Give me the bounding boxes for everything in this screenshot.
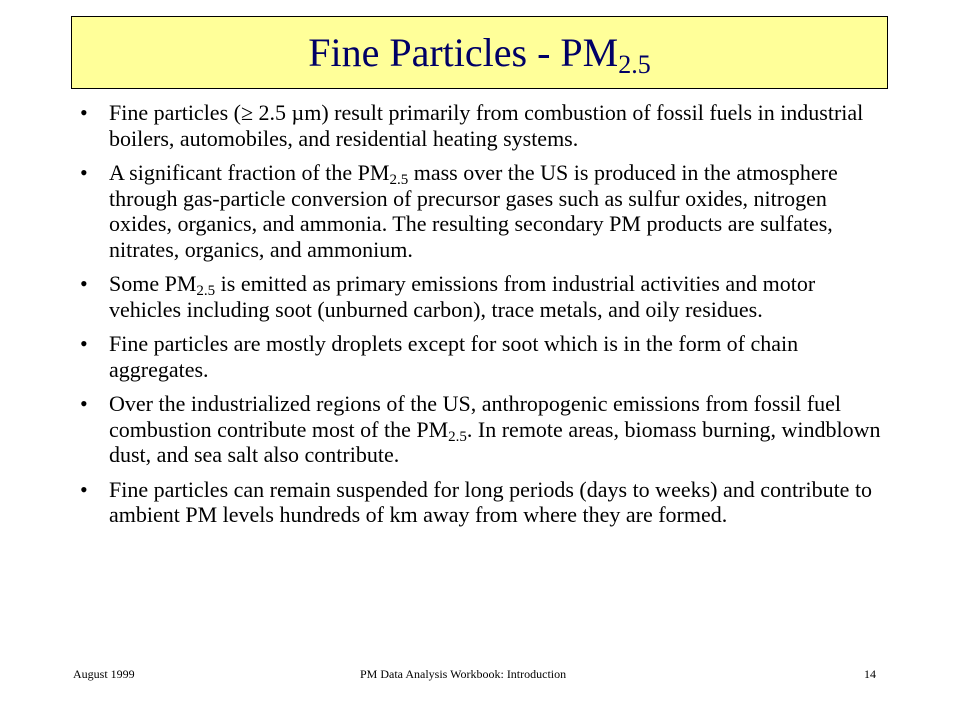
footer-page-number: 14 — [864, 667, 876, 681]
bullet-text: Over the industrialized regions of the US, anthropogenic emissions from fossil fuel combustion contribute most of the PM — [109, 391, 841, 442]
bullet-text: Fine particles are mostly droplets except for soot which is in the form of chain aggregates. — [109, 331, 799, 382]
slide-title-subscript: 2.5 — [618, 49, 651, 79]
bullet-subscript: 2.5 — [389, 172, 409, 188]
bullet-subscript: 2.5 — [196, 283, 216, 299]
bullet-item-droplets — [78, 331, 888, 382]
bullet-item-suspension — [78, 477, 888, 528]
bullet-item-primary-emissions — [78, 271, 888, 322]
bullet-text: Fine particles (≥ 2.5 µm) result primarily from combustion of fossil fuels in industrial boilers, automobiles, and residential heating systems. — [109, 100, 864, 151]
bullet-text-continued: . In remote areas, biomass burning, windblown dust, and sea salt also contribute. — [109, 416, 881, 467]
slide-title — [308, 29, 651, 79]
title-box — [71, 16, 888, 89]
footer-source: PM Data Analysis Workbook: Introduction — [360, 667, 567, 681]
slide-title-main: Fine Particles - PM — [308, 29, 619, 75]
bullet-text: Some PM — [109, 271, 197, 296]
footer-date: August 1999 — [73, 667, 135, 681]
bullet-text: A significant fraction of the PM — [109, 160, 390, 185]
bullet-text: Fine particles can remain suspended for long periods (days to weeks) and contribute to ambient PM levels hundreds of km away from where they are formed. — [109, 476, 873, 527]
bullet-item-anthropogenic — [78, 391, 888, 468]
bullet-subscript: 2.5 — [448, 428, 467, 445]
bullet-text-continued: mass over the US is produced in the atmosphere through gas-particle conversion of precursor gases such as sulfur oxides, nitrogen oxides, organics, and ammonia. The resulting secondary PM products are sulfates, nitrates, organics, and ammonium. — [109, 160, 838, 262]
bullet-item-combustion-sources — [78, 100, 888, 151]
bullet-text-continued: is emitted as primary emissions from industrial activities and motor vehicles including soot (unburned carbon), trace metals, and oily residues. — [109, 271, 816, 322]
bullet-list — [78, 100, 888, 537]
bullet-item-secondary-formation — [78, 160, 888, 262]
